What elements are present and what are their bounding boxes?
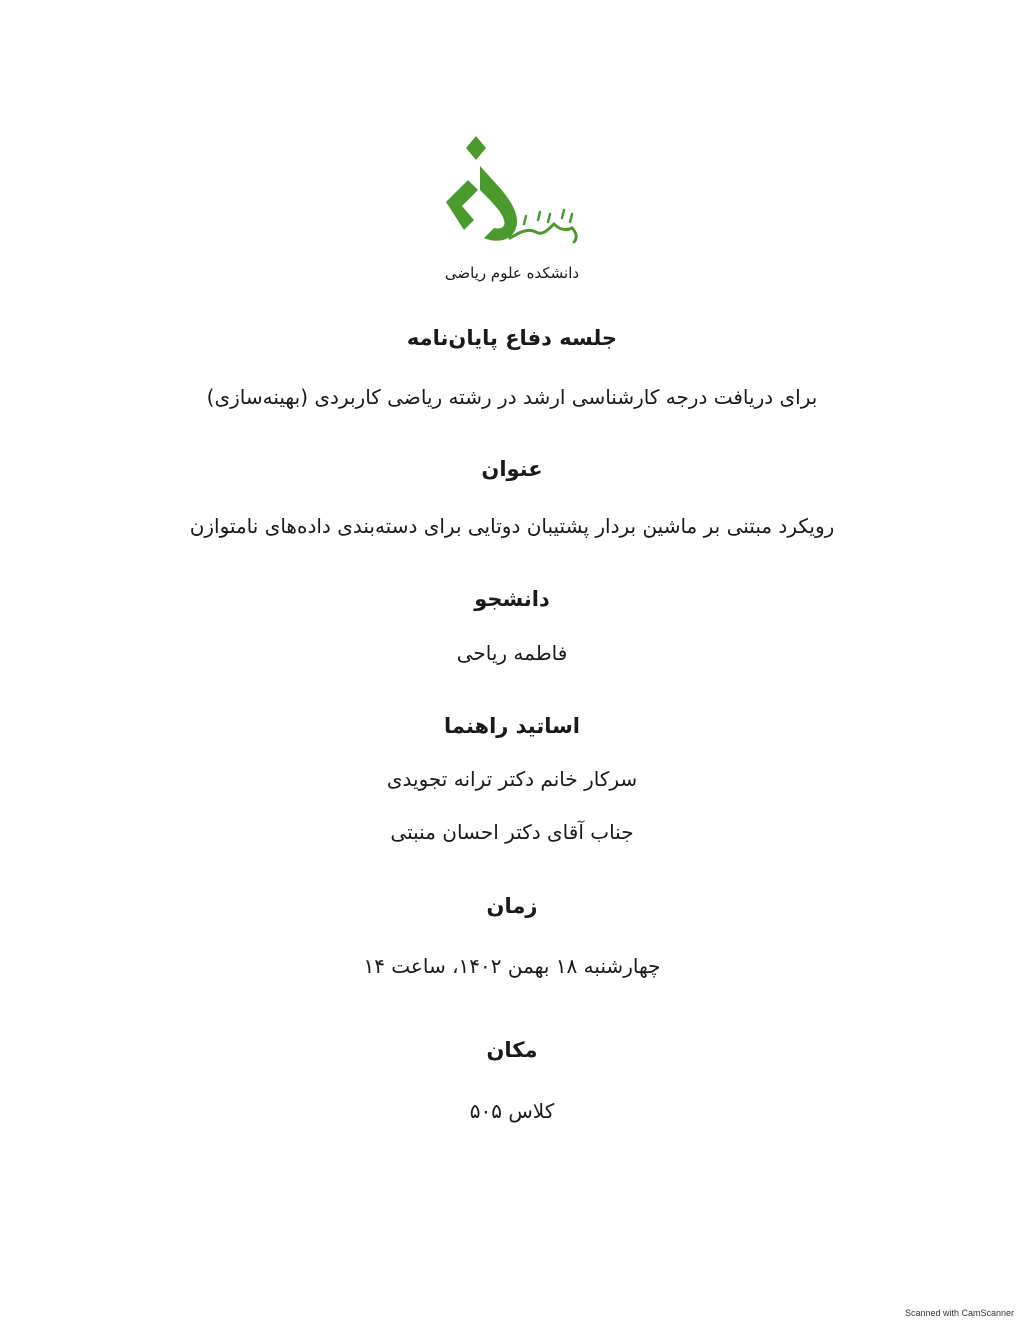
session-title: جلسه دفاع پایان‌نامه xyxy=(406,326,618,350)
student-name: فاطمه ریاحی xyxy=(456,641,568,665)
scanner-watermark: Scanned with CamScanner xyxy=(904,1308,1014,1318)
degree-line: برای دریافت درجه کارشناسی ارشد در رشته ریاضی کاربردی (بهینه‌سازی) xyxy=(206,385,818,409)
thesis-title: رویکرد مبتنی بر ماشین بردار پشتیبان دوتایی برای دسته‌بندی داده‌های نامتوازن xyxy=(189,514,835,538)
place-heading: مکان xyxy=(486,1038,538,1062)
title-heading: عنوان xyxy=(481,457,543,481)
student-heading: دانشجو xyxy=(474,587,550,611)
advisor-2: جناب آقای دکتر احسان منبتی xyxy=(390,820,634,844)
advisors-heading: اساتید راهنما xyxy=(443,714,581,738)
advisor-1: سرکار خانم دکتر ترانه تجویدی xyxy=(386,767,638,791)
place-value: کلاس ۵۰۵ xyxy=(469,1099,555,1123)
time-value: چهارشنبه ۱۸ بهمن ۱۴۰۲، ساعت ۱۴ xyxy=(363,954,661,978)
faculty-name: دانشکده علوم ریاضی xyxy=(444,264,580,282)
university-logo xyxy=(440,132,584,252)
time-heading: زمان xyxy=(486,894,538,918)
